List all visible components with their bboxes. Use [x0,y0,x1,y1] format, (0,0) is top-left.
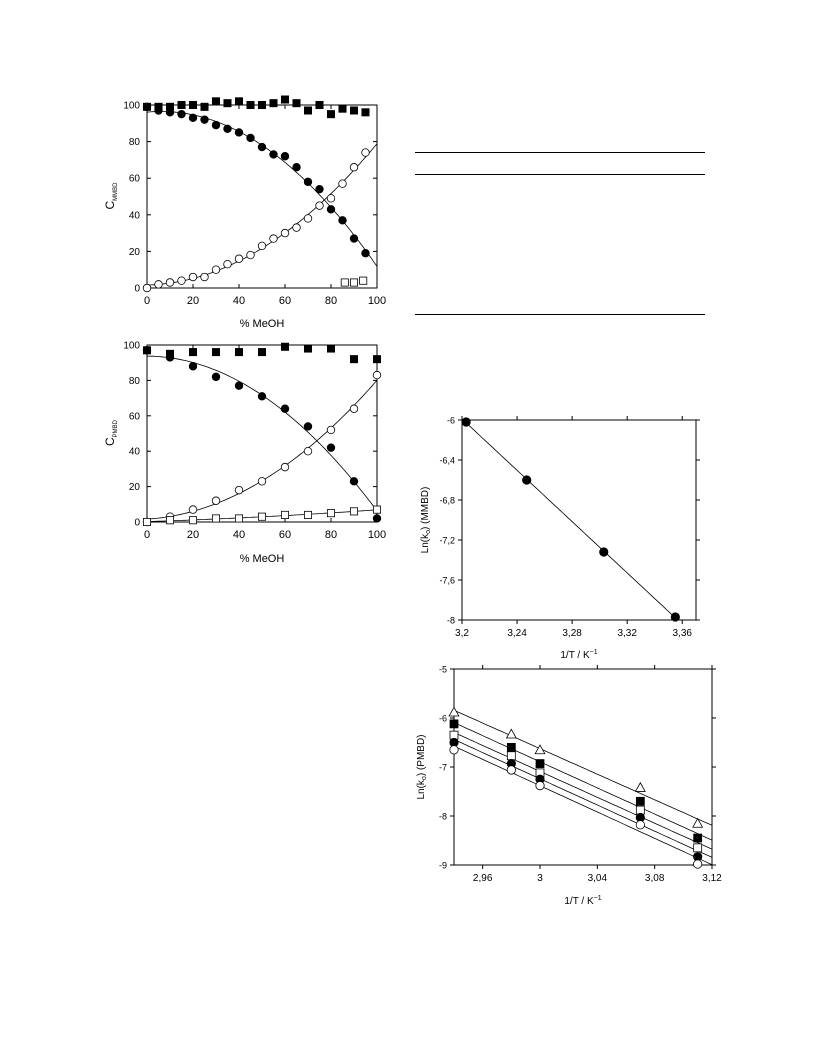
x-tick-label: 60 [278,295,292,307]
filled-circle-marker [212,121,220,129]
filled-circle-marker [304,178,312,186]
plot-frame [462,420,696,620]
x-tick-label: 20 [186,295,200,307]
y-tick-label: -6,8 [439,495,455,506]
filled-circle-marker [212,373,220,381]
filled-circle-marker [201,116,209,124]
open-circle-marker [270,235,278,243]
filled-circle-marker [671,613,679,621]
y-axis-label: $Ln(k_o)$ (MMBD) [420,486,432,554]
filled-circle-marker [304,423,312,431]
y-tick-label: 80 [128,137,140,149]
chart-cmmbd [100,95,400,335]
x-axis-label: $1/T / K^{-1}$ [560,649,598,661]
table-top-rule [415,152,705,153]
x-tick-label: 60 [278,529,292,541]
x-tick-label: 80 [324,529,338,541]
y-tick-label: -9 [438,860,447,871]
open-circle-marker [258,242,266,250]
x-tick-label: 3,12 [702,873,722,884]
x-tick-label: 100 [367,295,387,307]
open-square-marker [189,517,196,524]
open-triangle-marker [535,745,545,754]
filled-square-marker [327,345,334,352]
filled-circle-marker [522,476,530,484]
fit-curves [147,112,377,286]
filled-circle-marker [462,418,470,426]
chart-ln-k-mmbd [420,415,720,665]
open-square-marker [350,279,357,286]
y-tick-label: 100 [123,100,140,112]
open-circle-marker [258,477,266,485]
open-square-marker [341,279,348,286]
filled-square-marker [212,348,219,355]
filled-circle-marker [350,235,358,243]
y-tick-label: 60 [128,173,140,185]
filled-circle-marker [247,134,255,142]
y-tick-label: 20 [128,246,140,258]
filled-square-marker [247,101,254,108]
open-circle-marker [507,766,515,774]
open-circle-marker [235,486,243,494]
open-circle-marker [450,746,458,754]
open-square-marker [360,277,367,284]
x-axis-label: % MeOH [239,553,285,565]
filled-square-marker [694,834,702,842]
filled-circle-marker [600,548,608,556]
open-triangle-marker [693,819,703,828]
open-circle-marker [189,506,197,514]
filled-circle-marker [281,405,289,413]
open-circle-marker [350,405,358,413]
open-square-marker [507,752,515,760]
x-tick-label: 3 [537,873,543,884]
plot-frame [454,669,712,865]
open-square-marker [281,511,288,518]
filled-circle-marker [373,515,381,523]
filled-circle-marker [189,362,197,370]
plot-frame [147,345,377,522]
open-square-marker [143,518,150,525]
filled-circle-marker [327,206,335,214]
axis-ticks [439,665,722,885]
y-tick-label: -7,2 [439,535,455,546]
open-square-marker [235,515,242,522]
filled-circle-fit-line [466,423,675,618]
open-circle-marker [166,279,174,287]
x-tick-label: 3,08 [644,873,665,884]
y-tick-label: 80 [128,375,140,387]
y-tick-label: 40 [128,210,140,222]
filled-circle-marker [327,444,335,452]
filled-square-marker [281,343,288,350]
filled-circle-marker [270,151,278,159]
y-tick-label: -5 [438,664,447,675]
data-markers [462,418,680,621]
open-circle-marker [304,447,312,455]
filled-circle-marker [293,163,301,171]
open-circle-marker [693,860,701,868]
x-tick-label: 80 [324,295,338,307]
filled-square-marker [235,348,242,355]
filled-square-fit-line [454,723,712,841]
open-circle-marker [339,180,347,188]
open-circle-marker [636,821,644,829]
filled-square-marker [304,345,311,352]
y-tick-label: -7 [438,762,447,773]
open-square-marker [327,510,334,517]
filled-square-marker [316,101,323,108]
filled-square-marker [350,107,357,114]
filled-circle-marker [235,129,243,137]
open-square-fit-line [454,733,712,850]
filled-square-marker [293,100,300,107]
filled-square-marker [270,100,277,107]
y-tick-label: 40 [128,446,140,458]
y-tick-label: 100 [123,340,140,352]
open-square-marker [694,844,702,852]
filled-square-marker [201,103,208,110]
plot-frame [147,105,377,288]
open-circle-marker [350,163,358,171]
filled-square-marker [327,111,334,118]
chart-cpmbd [100,335,400,575]
data-markers [143,343,381,526]
table-bottom-rule [415,314,705,315]
fit-lines [454,710,712,864]
open-triangle-fit-line [454,710,712,825]
open-square-marker [350,508,357,515]
filled-circle-marker [362,249,370,257]
open-circle-marker [155,281,163,289]
open-square-marker [258,513,265,520]
x-tick-label: 40 [232,529,246,541]
y-tick-label: -7,6 [439,575,455,586]
open-circle-marker [281,463,289,471]
x-tick-label: 40 [232,295,246,307]
open-circle-marker [327,195,335,203]
data-markers [143,96,369,292]
x-tick-label: 0 [143,295,151,307]
filled-circle-marker [189,114,197,122]
open-triangle-marker [636,783,646,792]
open-square-marker [166,517,173,524]
open-square-marker [373,506,380,513]
y-tick-label: 0 [134,283,140,295]
filled-square-marker [212,98,219,105]
filled-square-marker [235,98,242,105]
filled-circle-marker [178,110,186,118]
open-circle-marker [178,277,186,285]
x-tick-label: 3,2 [455,628,469,639]
x-tick-label: 20 [186,529,200,541]
filled-square-marker [189,101,196,108]
filled-circle-fit-line [454,740,712,858]
filled-circle-marker [155,107,163,115]
filled-square-marker [373,356,380,363]
y-tick-label: 20 [128,482,140,494]
filled-circle-marker [235,382,243,390]
open-circle-marker [235,255,243,263]
filled-square-marker [636,797,644,805]
filled-square-marker [339,105,346,112]
filled-square-marker [507,743,515,751]
open-triangle-marker [507,729,517,738]
filled-circle-marker [350,477,358,485]
filled-circle-marker [339,216,347,224]
axis-ticks [439,416,700,640]
filled-square-marker [258,101,265,108]
x-tick-label: 3,36 [672,628,692,639]
open-circle-marker [281,229,289,237]
fit-curves [147,356,377,521]
open-circle-marker [316,202,324,210]
filled-circle-fit-line [147,356,377,511]
filled-circle-marker [281,152,289,160]
open-circle-marker [212,497,220,505]
filled-square-marker [258,348,265,355]
filled-circle-marker [258,393,266,401]
filled-square-marker [350,356,357,363]
x-tick-label: 3,04 [587,873,608,884]
filled-circle-marker [143,347,151,355]
y-axis-label: $C_{MMBD}$ [103,182,119,210]
filled-square-marker [536,760,544,768]
x-tick-label: 3,24 [507,628,527,639]
open-circle-marker [362,149,370,157]
filled-circle-marker [166,109,174,117]
open-circle-marker [224,260,232,268]
open-circle-fit-line [147,380,377,519]
open-circle-marker [373,371,381,379]
open-circle-marker [293,224,301,232]
filled-square-marker [450,720,458,728]
filled-circle-marker [166,354,174,362]
x-tick-label: 2,96 [472,873,493,884]
open-circle-marker [201,273,209,281]
x-axis-label: % MeOH [239,318,285,330]
open-circle-fit-line [454,746,712,865]
filled-square-marker [224,100,231,107]
open-circle-fit-line [147,144,377,285]
y-tick-label: -6 [446,415,455,426]
y-tick-label: 60 [128,411,140,423]
x-tick-label: 3,32 [617,628,637,639]
open-circle-marker [304,215,312,223]
x-tick-label: 100 [367,529,387,541]
x-tick-label: 0 [143,529,151,541]
open-circle-marker [327,426,335,434]
x-axis-label: $1/T / K^{-1}$ [564,895,602,907]
x-tick-label: 3,28 [562,628,582,639]
chart-ln-k-pmbd [416,664,722,909]
filled-circle-marker [316,185,324,193]
filled-circle-marker [258,143,266,151]
open-circle-marker [143,284,151,292]
y-tick-label: -6 [438,713,447,724]
y-tick-label: -6,4 [439,455,455,466]
y-axis-label: $Ln(k_o)$ (PMBD) [416,734,428,800]
open-circle-marker [212,266,220,274]
open-circle-marker [536,781,544,789]
filled-square-marker [178,101,185,108]
filled-square-marker [362,109,369,116]
filled-circle-marker [143,103,151,111]
fit-lines [466,423,675,618]
axis-ticks [123,101,386,308]
y-tick-label: -8 [438,811,447,822]
filled-square-marker [281,96,288,103]
y-tick-label: 0 [134,517,140,529]
open-circle-marker [247,251,255,259]
y-tick-label: -8 [446,615,455,626]
open-circle-marker [189,273,197,281]
open-square-marker [304,511,311,518]
filled-square-marker [304,107,311,114]
axis-ticks [123,341,386,542]
table-header-rule [415,174,705,175]
open-square-marker [212,515,219,522]
filled-circle-marker [224,125,232,133]
y-axis-label: $C_{PMBD}$ [103,419,119,447]
filled-square-marker [189,348,196,355]
